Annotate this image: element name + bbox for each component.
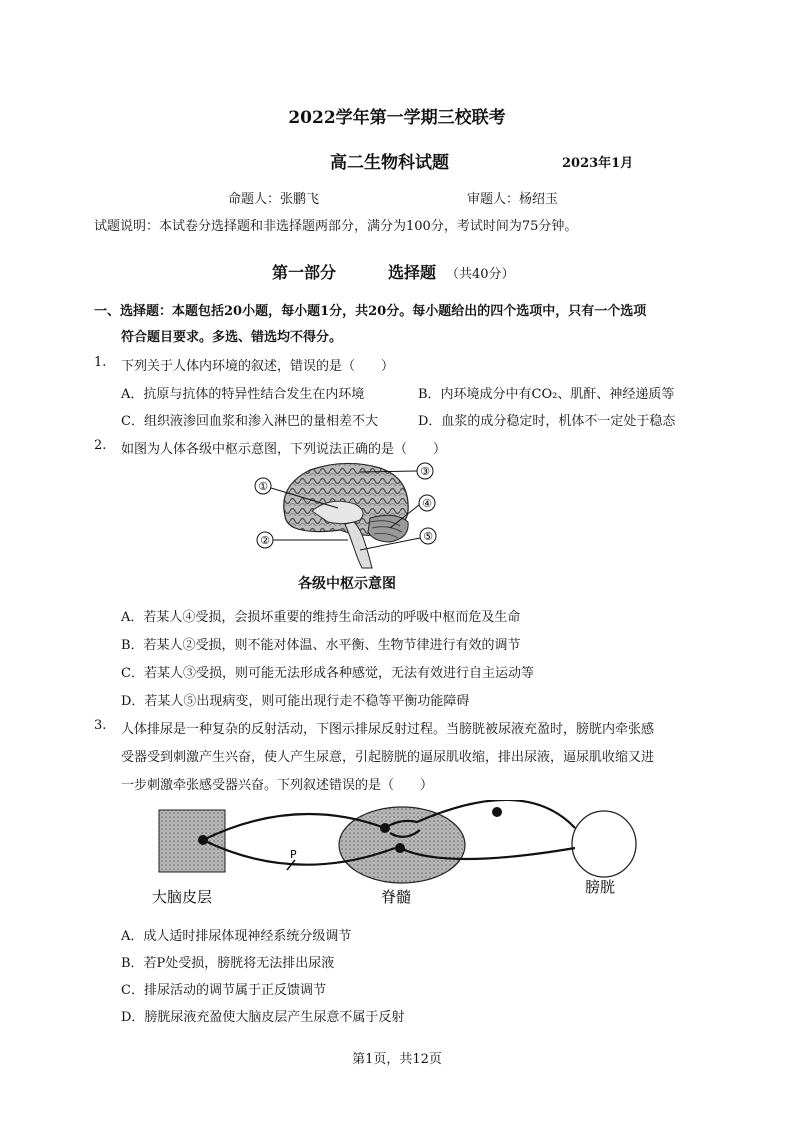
option-d: D．血浆的成分稳定时，机体不一定处于稳态 [418, 414, 676, 429]
question-stem-line3: 一步刺激牵张感受器兴奋。下列叙述错误的是（ ） [121, 778, 434, 793]
brain-label-3: ③ [420, 465, 430, 478]
option-a: A．成人适时排尿体现神经系统分级调节 [121, 929, 352, 944]
question-stem-line2: 受器受到刺激产生兴奋，使人产生尿意，引起膀胱的逼尿肌收缩，排出尿液，逼尿肌收缩又进 [121, 750, 655, 765]
option-c: C．若某人③受损，则可能无法形成各种感觉，无法有效进行自主运动等 [121, 666, 534, 681]
subject-title: 高二生物科试题 [330, 153, 449, 173]
page-footer: 第1页，共12页 [352, 1052, 442, 1067]
part-points: （共40分） [446, 267, 515, 282]
brain-figure [250, 456, 450, 571]
question-number: 1. [94, 355, 107, 370]
option-b: B．内环境成分中有CO₂、肌酐、神经递质等 [418, 387, 675, 402]
brain-illustration [284, 463, 408, 568]
part-title: 第一部分 [272, 263, 337, 282]
exam-instructions: 试题说明：本试卷分选择题和非选择题两部分，满分为100分，考试时间为75分钟。 [94, 219, 578, 234]
option-b: B．若某人②受损，则不能对体温、水平衡、生物节律进行有效的调节 [121, 638, 521, 653]
spinal-cord-label: 脊髓 [381, 888, 412, 906]
question-number: 3. [94, 718, 107, 733]
question-stem-line1: 人体排尿是一种复杂的反射活动，下图示排尿反射过程。当膀胱被尿液充盈时，膀胱内牵张感 [121, 722, 655, 737]
section-instructions-line1: 一、选择题：本题包括20小题，每小题1分，共20分。每小题给出的四个选项中，只有一个选项 [94, 304, 647, 319]
question-number: 2. [94, 438, 107, 453]
option-d: D．膀胱尿液充盈使大脑皮层产生尿意不属于反射 [121, 1010, 405, 1025]
reviewer-line: 审题人：杨绍玉 [467, 192, 559, 207]
bladder-circle [572, 811, 636, 877]
option-d: D．若某人⑤出现病变，则可能出现行走不稳等平衡功能障碍 [121, 694, 470, 709]
brain-label-2: ② [260, 534, 270, 547]
figure-caption: 各级中枢示意图 [298, 576, 396, 592]
cerebral-cortex-box [159, 810, 225, 872]
reflex-figure [145, 800, 645, 910]
brain-label-5: ⑤ [423, 530, 433, 543]
option-a: A．抗原与抗体的特异性结合发生在内环境 [121, 387, 365, 402]
option-c: C．排尿活动的调节属于正反馈调节 [121, 983, 326, 998]
author-line: 命题人：张鹏飞 [228, 192, 320, 207]
cerebral-cortex-label: 大脑皮层 [152, 888, 213, 906]
part-name: 选择题 [388, 263, 437, 282]
point-p-label: P [290, 848, 297, 861]
section-instructions-line2: 符合题目要求。多选、错选均不得分。 [121, 330, 343, 345]
brain-label-1: ① [258, 480, 268, 493]
option-a: A．若某人④受损，会损坏重要的维持生命活动的呼吸中枢而危及生命 [121, 610, 521, 625]
exam-date: 2023年1月 [562, 156, 634, 171]
question-stem: 下列关于人体内环境的叙述，错误的是（ ） [121, 359, 395, 374]
brain-label-4: ④ [422, 497, 432, 510]
option-b: B．若P处受损，膀胱将无法排出尿液 [121, 956, 335, 971]
question-stem: 如图为人体各级中枢示意图，下列说法正确的是（ ） [121, 442, 447, 457]
option-c: C．组织液渗回血浆和渗入淋巴的量相差不大 [121, 414, 378, 429]
exam-title: 2022学年第一学期三校联考 [288, 108, 506, 128]
bladder-label: 膀胱 [585, 878, 616, 896]
